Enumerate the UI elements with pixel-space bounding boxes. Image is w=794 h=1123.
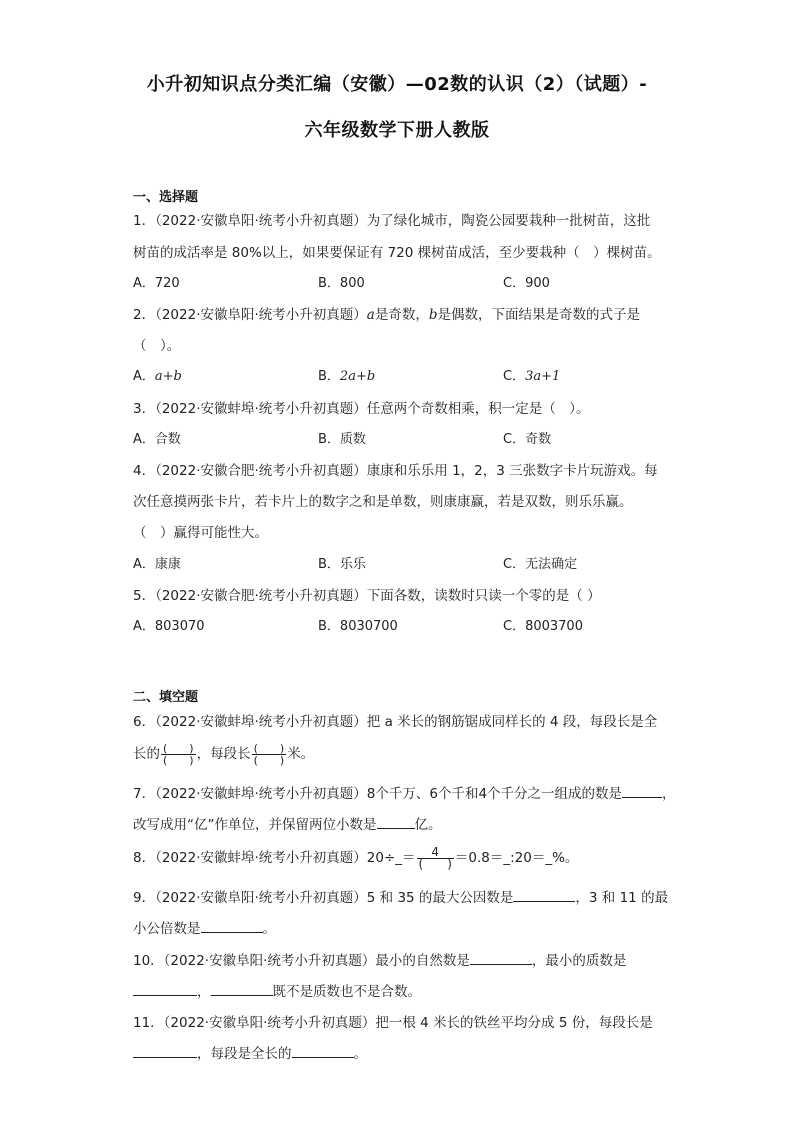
question-2-option-c	[503, 368, 560, 386]
option-expression: a+b	[154, 369, 182, 384]
fraction-denominator: ( )	[163, 753, 194, 767]
answer-blank[interactable]	[513, 889, 575, 902]
fraction-blank	[252, 743, 287, 766]
question-11-line1: 11．（2022·安徽阜阳·统考小升初真题）把一根 4 米长的铁丝平均分成 5 份，每段长是	[133, 1015, 653, 1031]
answer-blank[interactable]	[133, 983, 197, 996]
question-2-mid2: 是偶数，下面结果是奇数的式子是	[437, 307, 640, 323]
variable-b: b	[428, 307, 438, 323]
answer-blank[interactable]	[470, 952, 532, 965]
question-5-line1: 5．（2022·安徽合肥·统考小升初真题）下面各数，读数时只读一个零的是（ ）	[133, 588, 601, 604]
question-7-text: 7．（2022·安徽蚌埠·统考小升初真题）8个千万、6个千和4个千分之一组成的数是	[133, 786, 623, 802]
answer-blank[interactable]	[622, 785, 662, 798]
answer-blank[interactable]	[211, 983, 273, 996]
question-3-option-c: C．奇数	[503, 432, 552, 447]
question-8-pre: 8．（2022·安徽蚌埠·统考小升初真题）20÷_＝	[133, 850, 416, 866]
question-7-text: 亿。	[414, 817, 442, 833]
question-2-line2: （ ）。	[133, 338, 181, 354]
option-label: B．	[318, 369, 340, 384]
question-5-option-a: A．803070	[133, 619, 205, 634]
fraction-blank	[161, 743, 196, 766]
section-heading-fill: 二、填空题	[133, 690, 199, 705]
question-4-line3: （ ）赢得可能性大。	[133, 525, 268, 541]
question-5-option-c: C．8003700	[503, 619, 583, 634]
question-8-line1	[133, 843, 578, 873]
question-1-line1: 1．（2022·安徽阜阳·统考小升初真题）为了绿化城市，陶瓷公园要栽种一批树苗，这批	[133, 213, 651, 229]
fraction-denominator: ( )	[418, 856, 452, 871]
question-4-option-c: C．无法确定	[503, 557, 578, 572]
question-2-prefix: 2．（2022·安徽阜阳·统考小升初真题）	[133, 307, 367, 323]
question-7-line1	[133, 785, 676, 803]
question-10-line2	[133, 983, 421, 1001]
question-2-line1	[133, 306, 640, 324]
answer-blank[interactable]	[377, 816, 415, 829]
question-6-mid: ，每段长	[196, 746, 251, 762]
question-9-text: 9．（2022·安徽阜阳·统考小升初真题）5 和 35 的最大公因数是	[133, 890, 514, 906]
question-4-option-a: A．康康	[133, 557, 181, 572]
fraction-blank	[417, 844, 454, 871]
question-6-post: 米。	[287, 746, 315, 762]
question-9-line2	[133, 920, 276, 938]
question-8-post: ＝0.8＝_:20＝_%。	[454, 850, 579, 866]
option-label: C．	[503, 369, 526, 384]
question-10-line1	[133, 952, 626, 970]
question-6-line1: 6．（2022·安徽蚌埠·统考小升初真题）把 a 米长的钢筋锯成同样长的 4 段，每段长是全	[133, 714, 658, 730]
question-1-option-c: C．900	[503, 276, 550, 291]
question-9-text: ，3 和 11 的最	[575, 890, 669, 906]
question-6-line2	[133, 740, 314, 768]
option-label: A．	[133, 369, 155, 384]
section-heading-choice: 一、选择题	[133, 190, 199, 205]
document-title-line1: 小升初知识点分类汇编（安徽）—02数的认识（2）（试题）-	[146, 74, 648, 95]
question-1-line2: 树苗的成活率是 80%以上，如果要保证有 720 棵树苗成活，至少要栽种（ ）棵树苗。	[133, 245, 661, 261]
document-title-line2: 六年级数学下册人教版	[304, 120, 490, 141]
question-2-mid1: 是奇数，	[374, 307, 429, 323]
question-9-line1	[133, 889, 668, 907]
question-3-option-a: A．合数	[133, 432, 181, 447]
question-6-pre: 长的	[133, 746, 160, 762]
fraction-numerator: ( )	[163, 741, 194, 755]
question-7-text: ，	[662, 786, 676, 802]
question-3-option-b: B．质数	[318, 432, 366, 447]
question-11-text: ，每段是全长的	[197, 1046, 292, 1062]
option-expression: 3a+1	[525, 369, 561, 384]
question-10-text: ，最小的质数是	[531, 953, 627, 969]
fraction-numerator: ( )	[253, 741, 285, 755]
option-expression: 2a+b	[339, 369, 376, 384]
question-3-line1: 3．（2022·安徽蚌埠·统考小升初真题）任意两个奇数相乘，积一定是（ ）。	[133, 401, 590, 417]
question-11-line2	[133, 1045, 367, 1063]
fraction-numerator: 4	[417, 847, 454, 859]
question-5-option-b: B．8030700	[318, 619, 398, 634]
question-10-text: 10．（2022·安徽阜阳·统考小升初真题）最小的自然数是	[133, 953, 470, 969]
question-4-line2: 次任意摸两张卡片，若卡片上的数字之和是单数，则康康赢，若是双数，则乐乐赢。	[133, 494, 633, 510]
question-4-option-b: B．乐乐	[318, 557, 366, 572]
question-10-text: ，	[197, 984, 211, 1000]
answer-blank[interactable]	[292, 1045, 354, 1058]
fraction-denominator: ( )	[253, 753, 285, 767]
question-9-text: 。	[262, 921, 276, 937]
answer-blank[interactable]	[201, 920, 263, 933]
variable-a: a	[366, 307, 375, 323]
question-1-option-a: A．720	[133, 276, 180, 291]
answer-blank[interactable]	[133, 1045, 197, 1058]
question-9-text: 小公倍数是	[133, 921, 201, 937]
question-2-option-a	[133, 368, 182, 386]
question-7-text: 改写成用“亿”作单位，并保留两位小数是	[133, 817, 377, 833]
question-11-text: 。	[353, 1046, 367, 1062]
question-4-line1: 4．（2022·安徽合肥·统考小升初真题）康康和乐乐用 1，2，3 三张数字卡片玩游戏。每	[133, 463, 658, 479]
question-7-line2	[133, 816, 442, 834]
question-2-option-b	[318, 368, 375, 386]
question-1-option-b: B．800	[318, 276, 365, 291]
question-10-text: 既不是质数也不是合数。	[272, 984, 421, 1000]
